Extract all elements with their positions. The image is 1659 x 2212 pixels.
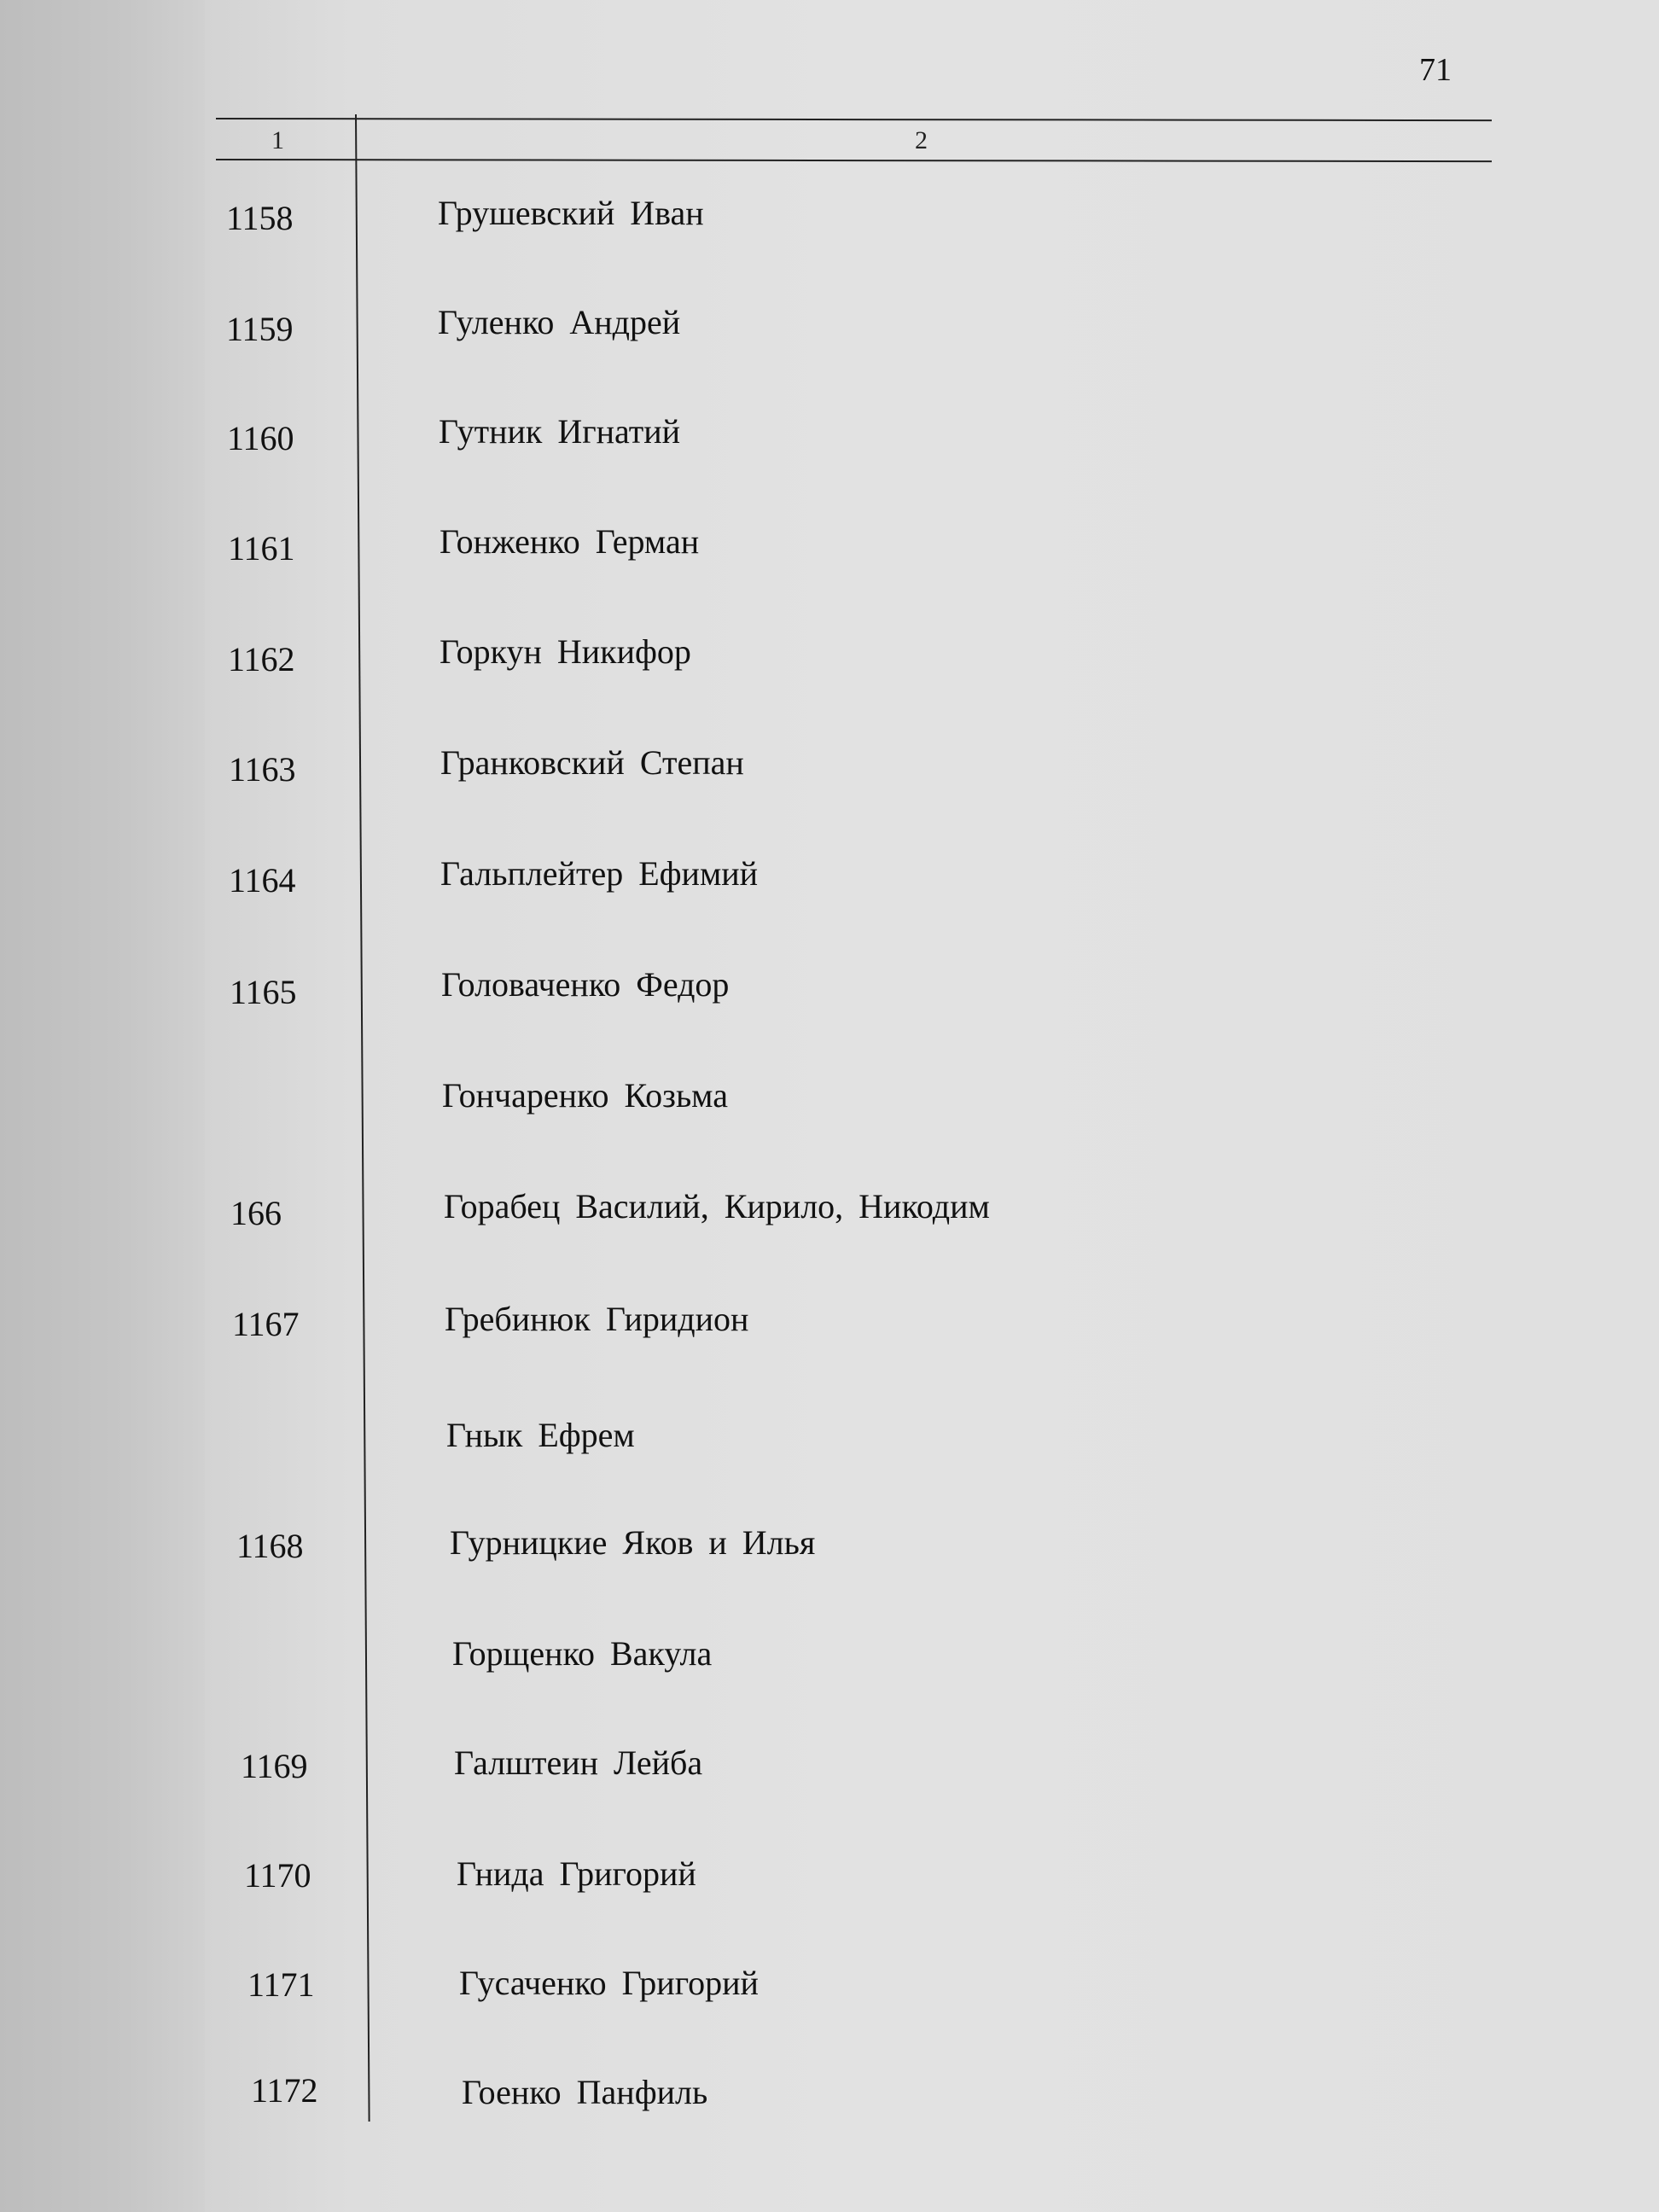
row-name: Горкун Никифор xyxy=(439,632,691,671)
column-header-name: 2 xyxy=(915,126,928,154)
row-name: Горщенко Вакула xyxy=(452,1634,713,1673)
row-number: 1165 xyxy=(230,973,297,1011)
row-name: Гнык Ефрем xyxy=(446,1416,635,1454)
column-header-number: 1 xyxy=(271,126,284,154)
row-number: 1158 xyxy=(226,199,294,237)
row-name: Горабец Василий, Кирило, Никодим xyxy=(444,1187,990,1225)
row-name: Гранковский Степан xyxy=(440,743,744,782)
page-number: 71 xyxy=(1419,52,1452,88)
row-number: 1167 xyxy=(232,1305,300,1343)
row-name: Головаченко Федор xyxy=(441,965,730,1004)
row-name: Грушевский Иван xyxy=(438,194,704,232)
row-name: Гнида Григорий xyxy=(457,1854,696,1893)
row-name: Гончаренко Козьма xyxy=(442,1076,728,1115)
row-number: 1170 xyxy=(244,1856,311,1895)
row-number: 1160 xyxy=(227,419,294,457)
row-number: 1159 xyxy=(226,310,294,348)
row-number: 1161 xyxy=(228,529,295,568)
row-name: Гребинюк Гиридион xyxy=(445,1300,749,1338)
row-name: Гальплейтер Ефимий xyxy=(440,854,759,893)
row-number: 1169 xyxy=(241,1747,308,1785)
row-name: Гусаченко Григорий xyxy=(459,1964,759,2002)
row-name: Гоенко Панфиль xyxy=(462,2073,708,2111)
row-number: 1172 xyxy=(251,2071,318,2110)
row-number: 1162 xyxy=(228,640,295,678)
binding-shadow xyxy=(0,0,230,2212)
document-page xyxy=(205,0,1659,2212)
row-name: Гуленко Андрей xyxy=(438,303,681,341)
row-number: 1168 xyxy=(236,1527,304,1565)
row-name: Гонженко Герман xyxy=(439,522,700,561)
row-name: Гурницкие Яков и Илья xyxy=(450,1523,816,1562)
row-number: 1171 xyxy=(247,1965,315,2004)
row-number: 166 xyxy=(230,1194,282,1232)
row-name: Галштеин Лейба xyxy=(454,1743,703,1782)
row-name: Гутник Игнатий xyxy=(439,412,681,451)
row-number: 1163 xyxy=(229,750,296,789)
row-number: 1164 xyxy=(229,861,296,899)
